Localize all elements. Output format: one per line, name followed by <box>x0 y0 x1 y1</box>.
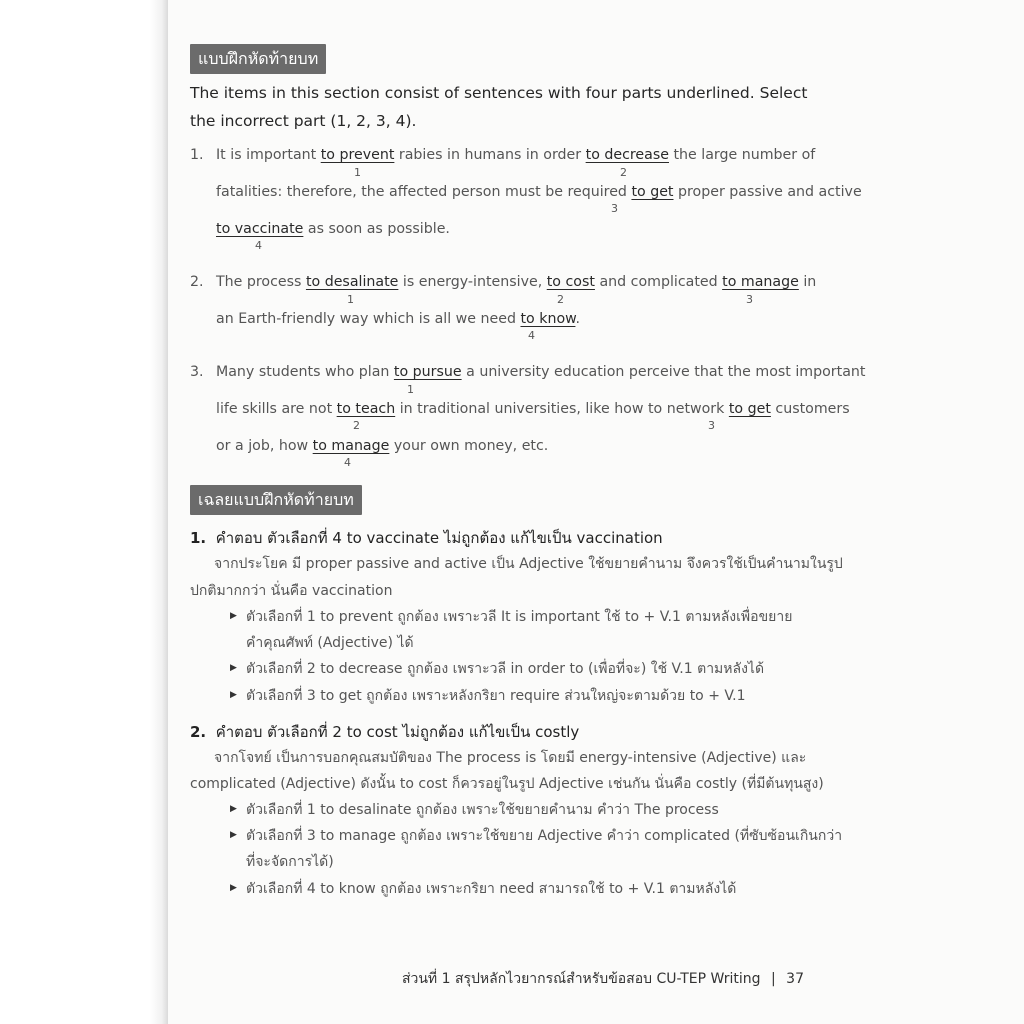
instructions-line-1: The items in this section consist of sentences with four parts underlined. Select <box>190 84 808 102</box>
triangle-bullet-icon: ▶ <box>230 830 237 840</box>
triangle-bullet-icon: ▶ <box>230 663 237 673</box>
underlined-part-1: to pursue <box>393 364 462 380</box>
part-number-2: 2 <box>557 293 564 306</box>
part-number-4: 4 <box>528 329 535 342</box>
question-3 <box>190 364 866 474</box>
underlined-part-3: to get <box>728 401 771 417</box>
question-2-line-2: an Earth-friendly way which is all we need to know. <box>216 311 580 327</box>
underlined-part-1: to prevent <box>320 147 395 163</box>
answer-2-explain-1: จากโจทย์ เป็นการบอกคุณสมบัติของ The process is โดยมี energy-intensive (Adjective) และ <box>214 750 807 766</box>
part-number-1: 1 <box>354 166 361 179</box>
part-number-1: 1 <box>407 383 414 396</box>
answer-2-bullet-2-cont: ที่จะจัดการได้) <box>246 854 334 870</box>
answer-1-bullet-2: ตัวเลือกที่ 2 to decrease ถูกต้อง เพราะวลี in order to (เพื่อที่จะ) ใช้ V.1 ตามหลังได้ <box>246 661 765 677</box>
part-number-2: 2 <box>353 419 360 432</box>
answer-1-explain-2: ปกติมากกว่า นั่นคือ vaccination <box>190 583 393 599</box>
part-number-3: 3 <box>611 202 618 215</box>
page-footer <box>402 968 804 990</box>
triangle-bullet-icon: ▶ <box>230 804 237 814</box>
question-1 <box>190 147 862 257</box>
footer-text: ส่วนที่ 1 สรุปหลักไวยากรณ์สำหรับข้อสอบ CU-TEP Writing <box>401 971 761 987</box>
answer-1-explain-1: จากประโยค มี proper passive and active เป็น Adjective ใช้ขยายคำนาม จึงควรใช้เป็นคำนามในรูป <box>214 556 843 572</box>
underlined-part-3: to get <box>631 184 674 200</box>
answer-2-bullet-3: ตัวเลือกที่ 4 to know ถูกต้อง เพราะกริยา need สามารถใช้ to + V.1 ตามหลังได้ <box>246 881 737 897</box>
answer-heading: เฉลยแบบฝึกหัดท้ายบท <box>190 485 362 515</box>
triangle-bullet-icon: ▶ <box>230 883 237 893</box>
underlined-part-4: to vaccinate <box>216 221 304 237</box>
part-number-2: 2 <box>620 166 627 179</box>
question-number: 3. <box>190 364 204 380</box>
underlined-part-2: to decrease <box>585 147 669 163</box>
underlined-part-1: to desalinate <box>305 274 399 290</box>
answer-2-title: 2. คำตอบ ตัวเลือกที่ 2 to cost ไม่ถูกต้อง แก้ไขเป็น costly <box>190 723 580 741</box>
answer-2-bullet-2: ตัวเลือกที่ 3 to manage ถูกต้อง เพราะใช้ขยาย Adjective คำว่า complicated (ที่ซับซ้อนเกินกว่า <box>246 828 843 844</box>
page-gutter <box>0 0 168 1024</box>
question-3-line-3: or a job, how to manage your own money, etc. <box>216 438 549 454</box>
underlined-part-3: to manage <box>722 274 799 290</box>
answer-2-bullet-1: ตัวเลือกที่ 1 to desalinate ถูกต้อง เพราะใช้ขยายคำนาม คำว่า The process <box>246 802 719 818</box>
triangle-bullet-icon: ▶ <box>230 690 237 700</box>
question-number: 2. <box>190 274 204 290</box>
answer-1-bullet-1: ตัวเลือกที่ 1 to prevent ถูกต้อง เพราะวลี It is important ใช้ to + V.1 ตามหลังเพื่อขยาย <box>246 609 793 625</box>
part-number-4: 4 <box>344 456 351 469</box>
part-number-4: 4 <box>255 239 262 252</box>
question-3-line-2: life skills are not to teach in traditional universities, like how to network to get customers <box>216 401 850 417</box>
page-number: 37 <box>786 971 804 987</box>
question-1-line-2: fatalities: therefore, the affected person must be required to get proper passive and active <box>216 184 862 200</box>
answer-1-title: 1. คำตอบ ตัวเลือกที่ 4 to vaccinate ไม่ถูกต้อง แก้ไขเป็น vaccination <box>190 529 663 547</box>
part-number-1: 1 <box>347 293 354 306</box>
underlined-part-2: to teach <box>336 401 396 417</box>
question-2-line-1: The process to desalinate is energy-intensive, to cost and complicated to manage in <box>216 274 817 290</box>
question-3-line-1: Many students who plan to pursue a university education perceive that the most important <box>216 364 866 380</box>
answer-1-bullet-1-cont: คำคุณศัพท์ (Adjective) ได้ <box>246 635 414 651</box>
underlined-part-4: to know <box>520 311 576 327</box>
part-number-3: 3 <box>708 419 715 432</box>
instructions-line-2: the incorrect part (1, 2, 3, 4). <box>190 112 417 130</box>
question-number: 1. <box>190 147 204 163</box>
answer-2-explain-2: complicated (Adjective) ดังนั้น to cost ก็ควรอยู่ในรูป Adjective เช่นกัน นั่นคือ costly (ที่มีต้นทุนสูง) <box>190 776 824 792</box>
underlined-part-2: to cost <box>546 274 595 290</box>
question-1-line-3: to vaccinate as soon as possible. <box>216 221 450 237</box>
underlined-part-4: to manage <box>312 438 390 454</box>
question-1-line-1: It is important to prevent rabies in humans in order to decrease the large number of <box>216 147 816 163</box>
triangle-bullet-icon: ▶ <box>230 611 237 621</box>
answer-1-bullet-3: ตัวเลือกที่ 3 to get ถูกต้อง เพราะหลังกริยา require ส่วนใหญ่จะตามด้วย to + V.1 <box>246 688 746 704</box>
part-number-3: 3 <box>746 293 753 306</box>
footer-separator: | <box>771 971 776 987</box>
question-2 <box>190 274 817 346</box>
exercise-heading: แบบฝึกหัดท้ายบท <box>190 44 326 74</box>
